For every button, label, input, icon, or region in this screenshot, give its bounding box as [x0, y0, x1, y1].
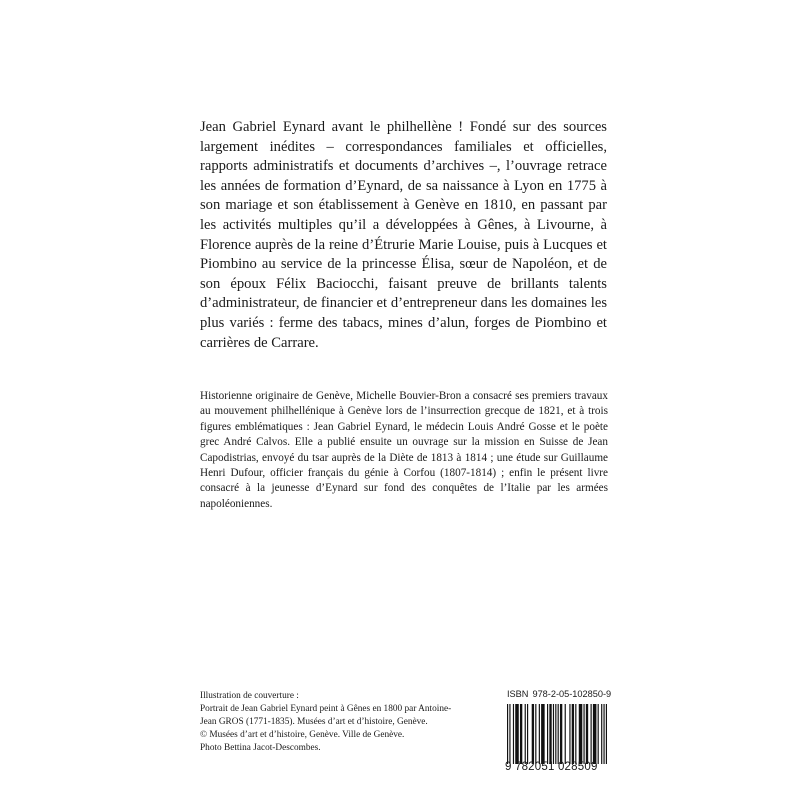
- isbn-block: [505, 689, 612, 790]
- summary-paragraph: Jean Gabriel Eynard avant le philhellène ! Fondé sur des sources largement inédites – correspondances familiales et officielles, rapports administratifs et documents d’archives –, l’ouvrage retrace les années de formation d’Eynard, de sa naissance à Lyon en 1775 à son mariage et son établissement à Genève en 1810, en passant par les activités multiples qu’il a développées à Gênes, à Livourne, à Florence auprès de la reine d’Étrurie Marie Louise, puis à Lucques et Piombino au service de la princesse Élisa, sœur de Napoléon, et de son époux Félix Baciocchi, faisant preuve de brillants talents d’administrateur, de financier et d’entrepreneur dans les domaines les plus variés : ferme des tabacs, mines d’alun, forges de Piombino et carrières de Carrare.: [200, 119, 607, 351]
- credits-line: © Musées d’art et d’histoire, Genève. Ville de Genève.: [200, 730, 405, 740]
- cover-illustration-credits: [200, 690, 520, 755]
- isbn-label: [507, 689, 612, 700]
- isbn-number: 978-2-05-102850-9: [532, 689, 612, 699]
- credits-line: Portrait de Jean Gabriel Eynard peint à Gênes en 1800 par Antoine-: [200, 704, 452, 714]
- barcode-icon: [507, 704, 607, 764]
- barcode-digits: 9 782051 028509: [505, 761, 598, 773]
- credits-line: Illustration de couverture :: [200, 691, 299, 701]
- isbn-prefix: ISBN: [507, 689, 529, 699]
- credits-line: Jean GROS (1771-1835). Musées d’art et d’histoire, Genève.: [200, 717, 428, 727]
- author-bio-paragraph: Historienne originaire de Genève, Michelle Bouvier-Bron a consacré ses premiers travaux au mouvement philhellénique à Genève lors de l’insurrection grecque de 1821, et à trois figures emblématiques : Jean Gabriel Eynard, le médecin Louis André Gosse et le poète grec André Calvos. Elle a publié ensuite un ouvrage sur la mission en Suisse de Jean Capodistrias, envoyé du tsar auprès de la Diète de 1813 à 1814 ; une étude sur Guillaume Henri Dufour, officier français du génie à Corfou (1807-1814) ; enfin le présent livre consacré à la jeunesse d’Eynard sur fond des conquêtes de l’Italie par les armées napoléoniennes.: [200, 390, 608, 510]
- credits-line: Photo Bettina Jacot-Descombes.: [200, 743, 321, 753]
